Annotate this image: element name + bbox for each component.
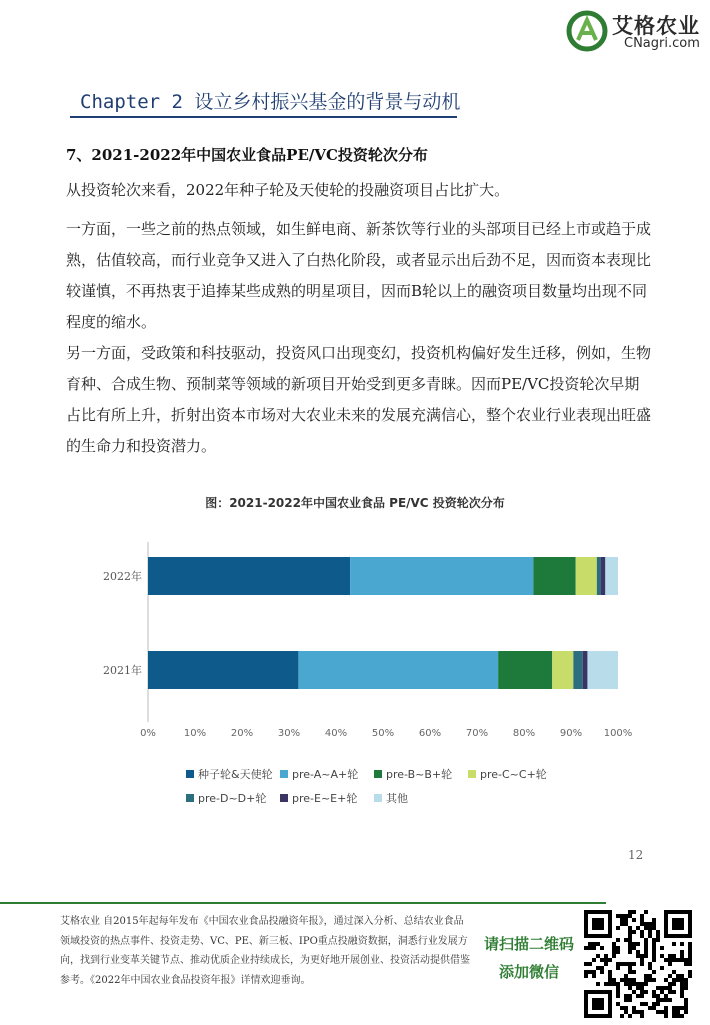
x-tick-label: 40% bbox=[324, 728, 348, 739]
x-tick-label: 80% bbox=[512, 728, 536, 739]
qr-code-icon[interactable] bbox=[584, 910, 692, 1018]
footer-divider bbox=[0, 902, 606, 904]
paragraph-2: 一方面，一些之前的热点领域，如生鲜电商、新茶饮等行业的头部项目已经上市或趋于成熟，估值较高，而行业竞争又进入了白热化阶段，或者显示出后劲不足，因而资本表现比较谨慎，不再热衷于追捧某些成熟的明星项目，因而B轮以上的融资项目数量均出现不同程度的缩水。 bbox=[66, 220, 652, 331]
legend-label: pre-D~D+轮 bbox=[198, 792, 267, 805]
legend-item bbox=[374, 766, 468, 782]
legend-swatch bbox=[186, 770, 194, 778]
bar-segment bbox=[148, 651, 298, 689]
bar-segment bbox=[587, 651, 618, 689]
bar-segment bbox=[573, 651, 582, 689]
legend-item bbox=[468, 766, 562, 782]
legend-label: pre-A~A+轮 bbox=[292, 768, 359, 781]
stacked-bar-chart bbox=[90, 540, 640, 750]
bar-segment bbox=[498, 651, 552, 689]
legend-swatch bbox=[374, 794, 382, 802]
legend-swatch bbox=[280, 794, 288, 802]
legend-swatch bbox=[186, 794, 194, 802]
chapter-title: Chapter 2 设立乡村振兴基金的背景与动机 bbox=[80, 91, 461, 113]
x-tick-label: 30% bbox=[277, 728, 301, 739]
legend-label: pre-B~B+轮 bbox=[386, 768, 453, 781]
logo-emblem-icon bbox=[566, 10, 608, 52]
chapter-underline bbox=[70, 116, 457, 118]
bar-segment bbox=[605, 557, 618, 595]
legend-label: 其他 bbox=[386, 792, 408, 805]
legend-label: 种子轮&天使轮 bbox=[198, 768, 273, 781]
legend-item bbox=[186, 766, 280, 782]
footer-cta bbox=[476, 930, 582, 986]
legend-row bbox=[186, 790, 566, 806]
cta-line-2: 添加微信 bbox=[498, 963, 559, 981]
paragraph-1: 从投资轮次来看，2022年种子轮及天使轮的投融资项目占比扩大。 bbox=[66, 181, 510, 199]
legend-swatch bbox=[374, 770, 382, 778]
section-title: 7、2021-2022年中国农业食品PE/VC投资轮次分布 bbox=[66, 146, 428, 164]
legend-label: pre-C~C+轮 bbox=[480, 768, 547, 781]
logo-cn-text: 艾格农业 bbox=[612, 13, 700, 38]
x-tick-label: 100% bbox=[603, 728, 633, 739]
chart-title: 图：2021-2022年中国农业食品 PE/VC 投资轮次分布 bbox=[205, 496, 505, 510]
category-label: 2021年 bbox=[103, 664, 142, 677]
footer-description: 艾格农业 自2015年起每年发布《中国农业食品投融资年报》，通过深入分析、总结农业食品领域投资的热点事件、投资走势、VC、PE、新三板、IPO重点投融资数据，洞悉行业发展方向，找到行业变革关键节点、推动优质企业持续成长，为更好地开展创业、投资活动提供借鉴参考。《2022年中国农业食品投资年报》详情欢迎垂询。 bbox=[60, 916, 470, 986]
bar-segment bbox=[552, 651, 573, 689]
legend-swatch bbox=[468, 770, 476, 778]
legend-item bbox=[280, 766, 374, 782]
bar-segment bbox=[350, 557, 533, 595]
page-number: 12 bbox=[628, 848, 644, 862]
category-label: 2022年 bbox=[103, 570, 142, 583]
x-tick-label: 70% bbox=[465, 728, 489, 739]
brand-logo bbox=[566, 8, 700, 56]
x-tick-label: 50% bbox=[371, 728, 395, 739]
logo-en-text: CNagri.com bbox=[624, 36, 700, 51]
bar-segment bbox=[148, 557, 350, 595]
legend-item bbox=[374, 790, 468, 806]
legend-item bbox=[280, 790, 374, 806]
x-tick-label: 60% bbox=[418, 728, 442, 739]
bar-segment bbox=[597, 557, 601, 595]
bar-segment bbox=[533, 557, 575, 595]
bar-segment bbox=[583, 651, 588, 689]
x-tick-label: 0% bbox=[140, 728, 156, 739]
cta-line-1: 请扫描二维码 bbox=[483, 935, 574, 953]
chart-legend bbox=[186, 766, 566, 814]
legend-swatch bbox=[280, 770, 288, 778]
legend-label: pre-E~E+轮 bbox=[292, 792, 358, 805]
x-tick-label: 90% bbox=[559, 728, 583, 739]
x-tick-label: 10% bbox=[183, 728, 207, 739]
bar-segment bbox=[298, 651, 498, 689]
x-tick-label: 20% bbox=[230, 728, 254, 739]
paragraph-3: 另一方面，受政策和科技驱动，投资风口出现变幻，投资机构偏好发生迁移，例如，生物育种、合成生物、预制菜等领域的新项目开始受到更多青睐。因而PE/VC投资轮次早期占比有所上升，折射出资本市场对大农业未来的发展充满信心，整个农业行业表现出旺盛的生命力和投资潜力。 bbox=[66, 344, 652, 455]
bar-segment bbox=[576, 557, 597, 595]
bar-segment bbox=[601, 557, 606, 595]
legend-item bbox=[186, 790, 280, 806]
legend-row bbox=[186, 766, 566, 782]
